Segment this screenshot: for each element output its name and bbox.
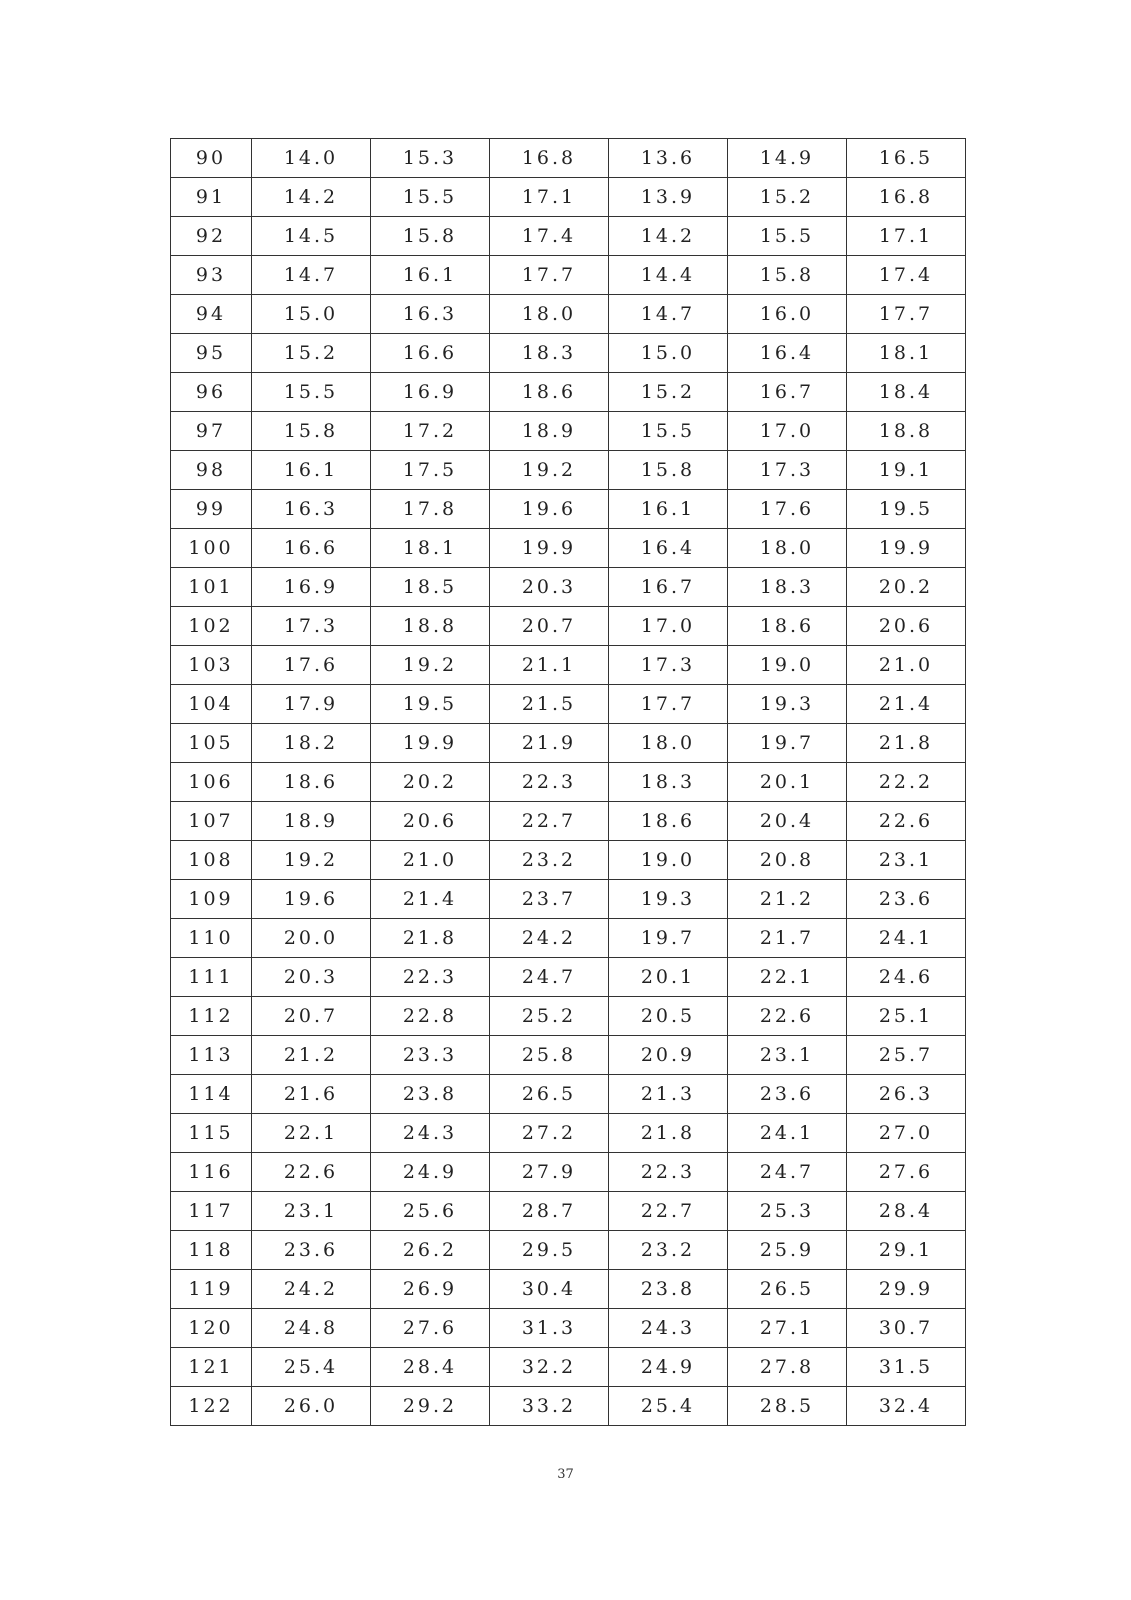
table-cell: 29.5 xyxy=(490,1231,609,1270)
table-cell: 18.3 xyxy=(728,568,847,607)
table-cell: 19.2 xyxy=(252,841,371,880)
table-cell: 20.2 xyxy=(371,763,490,802)
row-index-cell: 104 xyxy=(171,685,252,724)
table-cell: 26.0 xyxy=(252,1387,371,1426)
table-cell: 15.2 xyxy=(609,373,728,412)
table-cell: 17.3 xyxy=(609,646,728,685)
row-index-cell: 109 xyxy=(171,880,252,919)
table-cell: 16.0 xyxy=(728,295,847,334)
table-cell: 29.2 xyxy=(371,1387,490,1426)
row-index-cell: 96 xyxy=(171,373,252,412)
table-row xyxy=(171,724,966,763)
table-cell: 17.2 xyxy=(371,412,490,451)
table-row xyxy=(171,490,966,529)
table-cell: 22.3 xyxy=(371,958,490,997)
row-index-cell: 111 xyxy=(171,958,252,997)
table-cell: 22.2 xyxy=(847,763,966,802)
table-cell: 17.3 xyxy=(252,607,371,646)
table-cell: 26.9 xyxy=(371,1270,490,1309)
table-cell: 16.7 xyxy=(728,373,847,412)
table-row xyxy=(171,919,966,958)
table-cell: 18.0 xyxy=(490,295,609,334)
table-cell: 23.7 xyxy=(490,880,609,919)
table-cell: 16.6 xyxy=(371,334,490,373)
row-index-cell: 115 xyxy=(171,1114,252,1153)
table-cell: 24.2 xyxy=(252,1270,371,1309)
table-cell: 23.8 xyxy=(371,1075,490,1114)
row-index-cell: 103 xyxy=(171,646,252,685)
row-index-cell: 105 xyxy=(171,724,252,763)
table-cell: 14.9 xyxy=(728,139,847,178)
table-cell: 19.1 xyxy=(847,451,966,490)
table-cell: 23.3 xyxy=(371,1036,490,1075)
table-cell: 14.0 xyxy=(252,139,371,178)
table-body xyxy=(171,139,966,1426)
table-row xyxy=(171,880,966,919)
table-cell: 15.5 xyxy=(252,373,371,412)
table-cell: 26.2 xyxy=(371,1231,490,1270)
table-cell: 17.6 xyxy=(252,646,371,685)
table-cell: 18.2 xyxy=(252,724,371,763)
table-cell: 16.4 xyxy=(609,529,728,568)
table-cell: 20.0 xyxy=(252,919,371,958)
table-cell: 23.1 xyxy=(847,841,966,880)
table-row xyxy=(171,217,966,256)
row-index-cell: 118 xyxy=(171,1231,252,1270)
table-cell: 24.1 xyxy=(728,1114,847,1153)
table-cell: 20.6 xyxy=(371,802,490,841)
table-cell: 27.1 xyxy=(728,1309,847,1348)
table-cell: 19.0 xyxy=(728,646,847,685)
row-index-cell: 98 xyxy=(171,451,252,490)
page-number: 37 xyxy=(557,1467,574,1482)
table-cell: 18.4 xyxy=(847,373,966,412)
table-cell: 16.1 xyxy=(609,490,728,529)
table-cell: 32.2 xyxy=(490,1348,609,1387)
table-cell: 18.6 xyxy=(728,607,847,646)
table-row xyxy=(171,1348,966,1387)
table-cell: 16.9 xyxy=(252,568,371,607)
table-row xyxy=(171,646,966,685)
table-cell: 23.6 xyxy=(252,1231,371,1270)
table-cell: 24.1 xyxy=(847,919,966,958)
table-cell: 23.1 xyxy=(252,1192,371,1231)
table-cell: 24.9 xyxy=(609,1348,728,1387)
table-cell: 24.6 xyxy=(847,958,966,997)
table-cell: 24.2 xyxy=(490,919,609,958)
table-cell: 25.9 xyxy=(728,1231,847,1270)
table-cell: 13.6 xyxy=(609,139,728,178)
table-cell: 26.5 xyxy=(490,1075,609,1114)
table-cell: 24.8 xyxy=(252,1309,371,1348)
table-cell: 20.8 xyxy=(728,841,847,880)
table-cell: 20.4 xyxy=(728,802,847,841)
table-row xyxy=(171,1114,966,1153)
table-cell: 23.8 xyxy=(609,1270,728,1309)
table-cell: 21.4 xyxy=(847,685,966,724)
table-row xyxy=(171,1192,966,1231)
table-cell: 15.2 xyxy=(728,178,847,217)
table-row xyxy=(171,1387,966,1426)
table-cell: 17.7 xyxy=(609,685,728,724)
table-cell: 20.3 xyxy=(252,958,371,997)
table-cell: 20.7 xyxy=(490,607,609,646)
table-cell: 20.6 xyxy=(847,607,966,646)
table-cell: 24.3 xyxy=(371,1114,490,1153)
table-cell: 23.6 xyxy=(847,880,966,919)
row-index-cell: 97 xyxy=(171,412,252,451)
row-index-cell: 90 xyxy=(171,139,252,178)
row-index-cell: 122 xyxy=(171,1387,252,1426)
table-cell: 31.3 xyxy=(490,1309,609,1348)
table-cell: 19.5 xyxy=(847,490,966,529)
table-row xyxy=(171,139,966,178)
table-cell: 18.3 xyxy=(490,334,609,373)
table-cell: 22.6 xyxy=(252,1153,371,1192)
table-row xyxy=(171,802,966,841)
table-row xyxy=(171,607,966,646)
table-cell: 17.5 xyxy=(371,451,490,490)
row-index-cell: 117 xyxy=(171,1192,252,1231)
table-cell: 21.6 xyxy=(252,1075,371,1114)
table-cell: 20.3 xyxy=(490,568,609,607)
table-cell: 15.0 xyxy=(609,334,728,373)
table-cell: 19.9 xyxy=(371,724,490,763)
table-cell: 20.2 xyxy=(847,568,966,607)
table-cell: 15.8 xyxy=(609,451,728,490)
table-cell: 19.2 xyxy=(371,646,490,685)
table-cell: 18.5 xyxy=(371,568,490,607)
table-cell: 15.5 xyxy=(609,412,728,451)
table-cell: 19.9 xyxy=(490,529,609,568)
table-cell: 30.7 xyxy=(847,1309,966,1348)
table-cell: 22.8 xyxy=(371,997,490,1036)
table-cell: 18.6 xyxy=(490,373,609,412)
table-cell: 20.5 xyxy=(609,997,728,1036)
table-cell: 25.2 xyxy=(490,997,609,1036)
table-row xyxy=(171,1309,966,1348)
table-cell: 17.0 xyxy=(728,412,847,451)
table-cell: 21.2 xyxy=(252,1036,371,1075)
table-cell: 22.1 xyxy=(728,958,847,997)
table-cell: 18.3 xyxy=(609,763,728,802)
table-cell: 25.1 xyxy=(847,997,966,1036)
table-cell: 27.2 xyxy=(490,1114,609,1153)
table-cell: 15.0 xyxy=(252,295,371,334)
table-cell: 21.0 xyxy=(371,841,490,880)
table-cell: 20.7 xyxy=(252,997,371,1036)
table-cell: 19.2 xyxy=(490,451,609,490)
table-cell: 30.4 xyxy=(490,1270,609,1309)
table-cell: 19.9 xyxy=(847,529,966,568)
table-row xyxy=(171,412,966,451)
table-cell: 18.9 xyxy=(490,412,609,451)
table-cell: 22.7 xyxy=(609,1192,728,1231)
table-cell: 16.6 xyxy=(252,529,371,568)
table-cell: 29.9 xyxy=(847,1270,966,1309)
table-cell: 21.0 xyxy=(847,646,966,685)
table-cell: 14.4 xyxy=(609,256,728,295)
table-row xyxy=(171,958,966,997)
row-index-cell: 95 xyxy=(171,334,252,373)
data-table xyxy=(170,138,966,1426)
table-cell: 18.9 xyxy=(252,802,371,841)
table-cell: 27.0 xyxy=(847,1114,966,1153)
table-cell: 25.4 xyxy=(609,1387,728,1426)
table-cell: 21.8 xyxy=(371,919,490,958)
table-cell: 15.5 xyxy=(728,217,847,256)
table-cell: 32.4 xyxy=(847,1387,966,1426)
table-row xyxy=(171,997,966,1036)
table-cell: 14.2 xyxy=(609,217,728,256)
table-row xyxy=(171,295,966,334)
table-cell: 15.8 xyxy=(252,412,371,451)
table-cell: 31.5 xyxy=(847,1348,966,1387)
table-cell: 17.9 xyxy=(252,685,371,724)
table-cell: 15.3 xyxy=(371,139,490,178)
row-index-cell: 114 xyxy=(171,1075,252,1114)
table-cell: 24.3 xyxy=(609,1309,728,1348)
table-cell: 23.1 xyxy=(728,1036,847,1075)
table-cell: 16.8 xyxy=(490,139,609,178)
table-cell: 28.4 xyxy=(371,1348,490,1387)
row-index-cell: 120 xyxy=(171,1309,252,1348)
table-cell: 28.4 xyxy=(847,1192,966,1231)
table-cell: 16.4 xyxy=(728,334,847,373)
table-cell: 16.7 xyxy=(609,568,728,607)
table-row xyxy=(171,1231,966,1270)
table-cell: 18.0 xyxy=(728,529,847,568)
row-index-cell: 119 xyxy=(171,1270,252,1309)
table-cell: 17.1 xyxy=(847,217,966,256)
table-cell: 25.7 xyxy=(847,1036,966,1075)
table-cell: 25.4 xyxy=(252,1348,371,1387)
table-row xyxy=(171,763,966,802)
table-cell: 16.8 xyxy=(847,178,966,217)
table-row xyxy=(171,1036,966,1075)
table-cell: 14.2 xyxy=(252,178,371,217)
table-cell: 15.2 xyxy=(252,334,371,373)
table-cell: 26.5 xyxy=(728,1270,847,1309)
table-cell: 14.7 xyxy=(609,295,728,334)
table-cell: 17.8 xyxy=(371,490,490,529)
table-cell: 20.1 xyxy=(728,763,847,802)
table-row xyxy=(171,529,966,568)
row-index-cell: 93 xyxy=(171,256,252,295)
table-cell: 21.8 xyxy=(847,724,966,763)
table-row xyxy=(171,256,966,295)
row-index-cell: 112 xyxy=(171,997,252,1036)
table-cell: 16.5 xyxy=(847,139,966,178)
table-cell: 28.7 xyxy=(490,1192,609,1231)
table-cell: 18.8 xyxy=(371,607,490,646)
row-index-cell: 94 xyxy=(171,295,252,334)
table-cell: 24.7 xyxy=(728,1153,847,1192)
table-cell: 18.6 xyxy=(252,763,371,802)
table-cell: 16.3 xyxy=(371,295,490,334)
table-cell: 24.9 xyxy=(371,1153,490,1192)
table-cell: 27.9 xyxy=(490,1153,609,1192)
table-cell: 33.2 xyxy=(490,1387,609,1426)
table-cell: 15.5 xyxy=(371,178,490,217)
table-cell: 21.4 xyxy=(371,880,490,919)
table-cell: 21.7 xyxy=(728,919,847,958)
table-cell: 18.1 xyxy=(371,529,490,568)
table-cell: 14.7 xyxy=(252,256,371,295)
table-cell: 16.9 xyxy=(371,373,490,412)
row-index-cell: 99 xyxy=(171,490,252,529)
row-index-cell: 101 xyxy=(171,568,252,607)
table-cell: 25.6 xyxy=(371,1192,490,1231)
row-index-cell: 110 xyxy=(171,919,252,958)
table-cell: 26.3 xyxy=(847,1075,966,1114)
table-cell: 17.1 xyxy=(490,178,609,217)
table-cell: 19.6 xyxy=(252,880,371,919)
table-cell: 19.5 xyxy=(371,685,490,724)
table-cell: 28.5 xyxy=(728,1387,847,1426)
row-index-cell: 100 xyxy=(171,529,252,568)
table-cell: 15.8 xyxy=(728,256,847,295)
table-row xyxy=(171,451,966,490)
table-cell: 20.1 xyxy=(609,958,728,997)
table-cell: 19.3 xyxy=(728,685,847,724)
row-index-cell: 116 xyxy=(171,1153,252,1192)
table-cell: 22.7 xyxy=(490,802,609,841)
table-cell: 18.1 xyxy=(847,334,966,373)
table-cell: 17.6 xyxy=(728,490,847,529)
table-cell: 14.5 xyxy=(252,217,371,256)
table-cell: 16.1 xyxy=(371,256,490,295)
table-row xyxy=(171,373,966,412)
table-cell: 25.8 xyxy=(490,1036,609,1075)
table-cell: 13.9 xyxy=(609,178,728,217)
table-cell: 19.3 xyxy=(609,880,728,919)
table-cell: 25.3 xyxy=(728,1192,847,1231)
table-row xyxy=(171,1075,966,1114)
table-cell: 19.7 xyxy=(609,919,728,958)
row-index-cell: 92 xyxy=(171,217,252,256)
table-cell: 18.0 xyxy=(609,724,728,763)
table-cell: 29.1 xyxy=(847,1231,966,1270)
table-cell: 16.1 xyxy=(252,451,371,490)
table-cell: 21.8 xyxy=(609,1114,728,1153)
row-index-cell: 102 xyxy=(171,607,252,646)
table-cell: 16.3 xyxy=(252,490,371,529)
row-index-cell: 113 xyxy=(171,1036,252,1075)
table-row xyxy=(171,1153,966,1192)
table-cell: 22.1 xyxy=(252,1114,371,1153)
table-row xyxy=(171,568,966,607)
table-cell: 21.9 xyxy=(490,724,609,763)
table-cell: 22.6 xyxy=(728,997,847,1036)
table-cell: 21.1 xyxy=(490,646,609,685)
table-row xyxy=(171,685,966,724)
table-cell: 17.3 xyxy=(728,451,847,490)
table-cell: 23.2 xyxy=(609,1231,728,1270)
row-index-cell: 107 xyxy=(171,802,252,841)
row-index-cell: 108 xyxy=(171,841,252,880)
table-cell: 27.6 xyxy=(847,1153,966,1192)
table-cell: 15.8 xyxy=(371,217,490,256)
row-index-cell: 121 xyxy=(171,1348,252,1387)
row-index-cell: 91 xyxy=(171,178,252,217)
table-cell: 19.0 xyxy=(609,841,728,880)
table-cell: 23.2 xyxy=(490,841,609,880)
table-row xyxy=(171,1270,966,1309)
row-index-cell: 106 xyxy=(171,763,252,802)
table-cell: 17.7 xyxy=(847,295,966,334)
table-cell: 23.6 xyxy=(728,1075,847,1114)
table-cell: 22.3 xyxy=(609,1153,728,1192)
table-cell: 19.6 xyxy=(490,490,609,529)
table-cell: 27.6 xyxy=(371,1309,490,1348)
table-cell: 24.7 xyxy=(490,958,609,997)
table-cell: 27.8 xyxy=(728,1348,847,1387)
table-cell: 22.3 xyxy=(490,763,609,802)
table-cell: 22.6 xyxy=(847,802,966,841)
table-cell: 21.3 xyxy=(609,1075,728,1114)
table-cell: 17.4 xyxy=(847,256,966,295)
table-cell: 21.5 xyxy=(490,685,609,724)
table-cell: 20.9 xyxy=(609,1036,728,1075)
table-row xyxy=(171,334,966,373)
table-row xyxy=(171,178,966,217)
table-cell: 19.7 xyxy=(728,724,847,763)
table-cell: 18.8 xyxy=(847,412,966,451)
table-cell: 17.0 xyxy=(609,607,728,646)
table-cell: 18.6 xyxy=(609,802,728,841)
table-cell: 17.7 xyxy=(490,256,609,295)
table-cell: 21.2 xyxy=(728,880,847,919)
table-row xyxy=(171,841,966,880)
table-cell: 17.4 xyxy=(490,217,609,256)
